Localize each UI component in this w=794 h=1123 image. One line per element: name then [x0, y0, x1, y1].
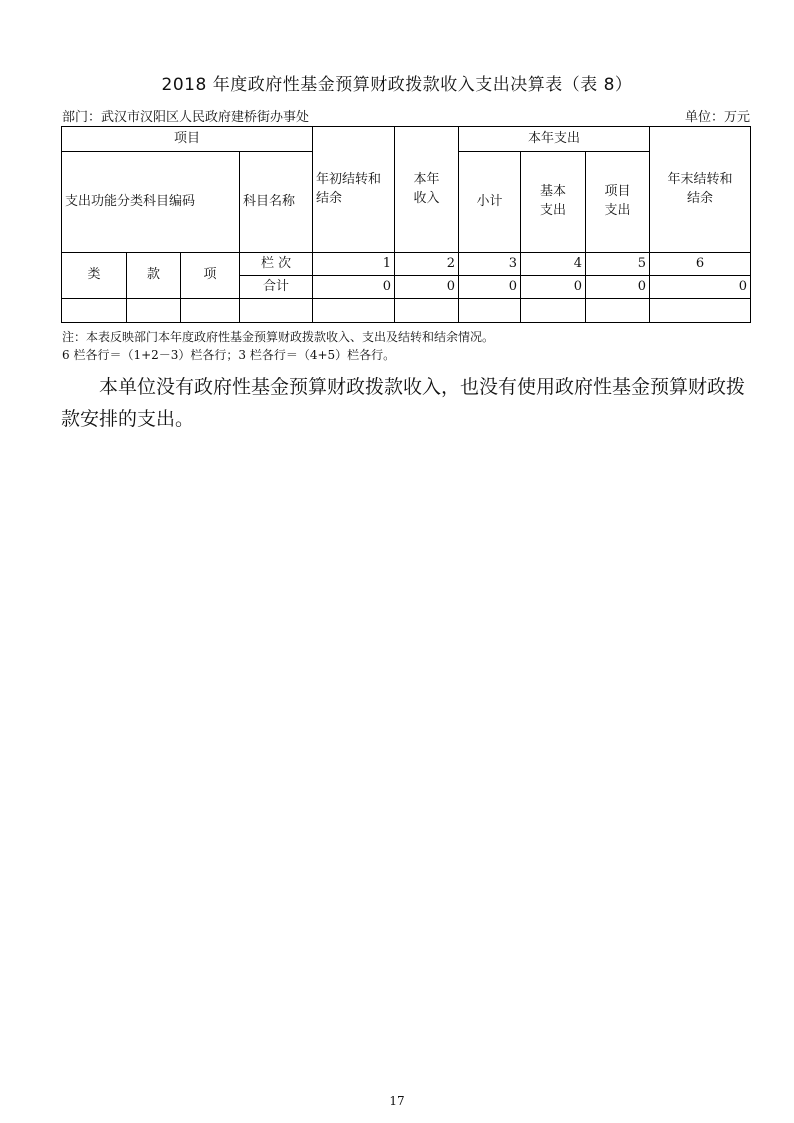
code-col-item: 项 — [181, 253, 240, 299]
column-number-6: 6 — [650, 253, 751, 276]
column-index-label: 栏 次 — [240, 253, 313, 276]
column-number-2: 2 — [395, 253, 459, 276]
page-number: 17 — [389, 1094, 405, 1108]
column-number-5: 5 — [586, 253, 650, 276]
column-number-4: 4 — [521, 253, 586, 276]
total-value-3: 0 — [459, 276, 521, 299]
code-col-category: 类 — [62, 253, 127, 299]
column-number-3: 3 — [459, 253, 521, 276]
header-function-code: 支出功能分类科目编码 — [62, 152, 240, 253]
table-empty-row — [62, 299, 751, 323]
table-formula-note: 6 栏各行＝（1+2－3）栏各行；3 栏各行＝（4+5）栏各行。 — [62, 348, 396, 362]
header-opening-balance: 年初结转和 结余 — [313, 127, 395, 253]
total-value-4: 0 — [521, 276, 586, 299]
page-title: 2018 年度政府性基金预算财政拨款收入支出决算表（表 8） — [161, 75, 633, 95]
header-basic-expenditure: 基本 支出 — [521, 152, 586, 253]
code-col-section: 款 — [127, 253, 181, 299]
total-value-2: 0 — [395, 276, 459, 299]
header-subject-name: 科目名称 — [240, 152, 313, 253]
unit-label: 单位：万元 — [684, 110, 750, 125]
column-number-1: 1 — [313, 253, 395, 276]
explanation-paragraph: 本单位没有政府性基金预算财政拨款收入，也没有使用政府性基金预算财政拨款安排的支出。 — [61, 376, 746, 430]
table-note: 注：本表反映部门本年度政府性基金预算财政拨款收入、支出及结转和结余情况。 — [62, 330, 495, 344]
department-label: 部门：武汉市汉阳区人民政府建桥街办事处 — [62, 110, 310, 125]
header-current-income: 本年 收入 — [395, 127, 459, 253]
total-value-5: 0 — [586, 276, 650, 299]
total-value-1: 0 — [313, 276, 395, 299]
header-project: 项目 — [62, 127, 313, 152]
header-project-expenditure: 项目 支出 — [586, 152, 650, 253]
header-current-expenditure: 本年支出 — [459, 127, 650, 152]
header-subtotal: 小计 — [459, 152, 521, 253]
header-closing-balance: 年末结转和 结余 — [650, 127, 751, 253]
total-label: 合计 — [240, 276, 313, 299]
total-value-6: 0 — [650, 276, 751, 299]
budget-table — [61, 126, 751, 323]
